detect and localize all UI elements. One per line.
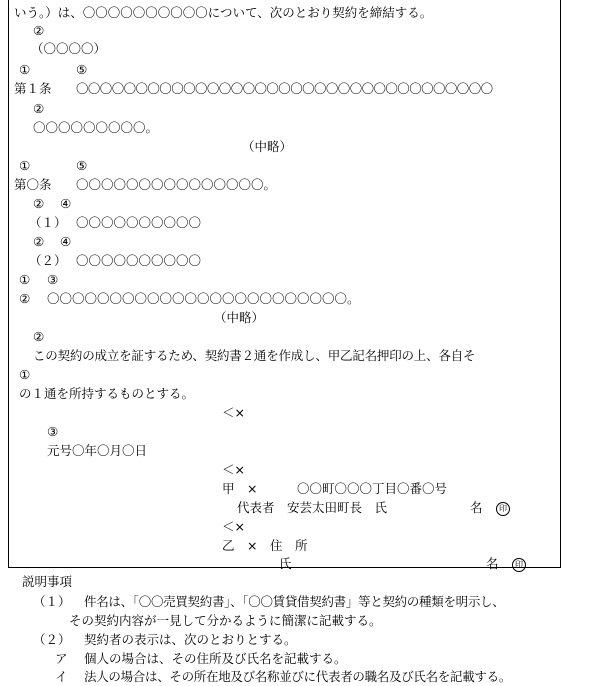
- intro-line: いう。）は、〇〇〇〇〇〇〇〇〇〇について、次のとおり契約を締結する。: [14, 5, 433, 20]
- notes-heading: 説明事項: [22, 574, 73, 589]
- marker-5: ⑤: [76, 158, 88, 173]
- note-1-line-1: 件名は、「〇〇売買契約書」、「〇〇賃貸借契約書」等と契約の種類を明示し、: [84, 594, 505, 609]
- omitted-note: （中略）: [214, 310, 265, 325]
- marker-3: ③: [47, 424, 59, 439]
- marker-3: ③: [47, 272, 59, 287]
- closing-line-2: の１通を所持するものとする。: [19, 386, 195, 401]
- note-1-number: （１）: [33, 594, 71, 609]
- article-n-label: 第〇条: [14, 177, 52, 192]
- seal-icon: 印: [512, 558, 526, 572]
- item-2-label: （２）: [29, 253, 67, 268]
- article-1-label: 第１条: [14, 81, 52, 96]
- note-2a-number: ア: [55, 651, 68, 666]
- party-b-name-2: 名: [486, 556, 499, 571]
- party-a-label: 甲 ×: [222, 481, 258, 496]
- marker-1: ①: [19, 272, 31, 287]
- marker-4: ④: [60, 196, 72, 211]
- contract-date: 元号〇年〇月〇日: [47, 443, 148, 458]
- party-b-label: 乙 × 住 所: [222, 538, 308, 553]
- party-a-address: 〇〇町〇〇〇丁目〇番〇号: [297, 481, 448, 496]
- omitted-note: （中略）: [242, 139, 293, 154]
- party-a-representative: 代表者 安芸太田町長 氏: [237, 500, 388, 515]
- article-n-body: 〇〇〇〇〇〇〇〇〇〇〇〇〇〇〇。: [76, 177, 277, 192]
- marker-2: ②: [33, 196, 45, 211]
- article-1-body: 〇〇〇〇〇〇〇〇〇〇〇〇〇〇〇〇〇〇〇〇〇〇〇〇〇〇〇〇〇〇〇〇〇〇〇: [76, 81, 493, 96]
- bracket-marker: ＜×: [222, 462, 245, 477]
- party-b-name-1: 氏: [279, 556, 292, 571]
- seal-icon: 印: [496, 502, 510, 516]
- note-2a-body: 個人の場合は、その住所及び氏名を記載する。: [84, 651, 347, 666]
- placeholder-line: 〇〇〇〇〇〇〇〇〇。: [33, 120, 159, 135]
- marker-2: ②: [33, 101, 45, 116]
- note-1-line-2: その契約内容が一見して分かるように簡潔に記載する。: [69, 613, 382, 628]
- note-2b-body: 法人の場合は、その所在地及び名称並びに代表者の職名及び氏名を記載する。: [84, 669, 512, 684]
- marker-2: ②: [19, 291, 31, 306]
- closing-line-1: この契約の成立を証するため、契約書２通を作成し、甲乙記名押印の上、各自そ: [33, 348, 476, 363]
- marker-2: ②: [33, 23, 45, 38]
- bracket-marker: ＜×: [222, 519, 245, 534]
- bracket-marker: ＜×: [222, 405, 245, 420]
- marker-1: ①: [19, 367, 31, 382]
- marker-1: ①: [19, 62, 31, 77]
- marker-2: ②: [33, 329, 45, 344]
- paren-placeholder: （〇〇〇〇）: [31, 41, 107, 56]
- seal-mark-b: [512, 556, 526, 572]
- item-2-body: 〇〇〇〇〇〇〇〇〇〇: [76, 253, 202, 268]
- item-1-label: （１）: [29, 215, 67, 230]
- marker-2: ②: [33, 234, 45, 249]
- marker-5: ⑤: [76, 62, 88, 77]
- marker-4: ④: [60, 234, 72, 249]
- item-1-body: 〇〇〇〇〇〇〇〇〇〇: [76, 215, 202, 230]
- note-2b-number: イ: [55, 669, 68, 684]
- marker-1: ①: [19, 158, 31, 173]
- placeholder-line-long: 〇〇〇〇〇〇〇〇〇〇〇〇〇〇〇〇〇〇〇〇〇〇〇〇。: [47, 291, 360, 306]
- seal-mark-a: [496, 500, 510, 516]
- note-2-body: 契約者の表示は、次のとおりとする。: [84, 632, 297, 647]
- note-2-number: （２）: [33, 632, 71, 647]
- party-a-name-label: 名: [470, 500, 483, 515]
